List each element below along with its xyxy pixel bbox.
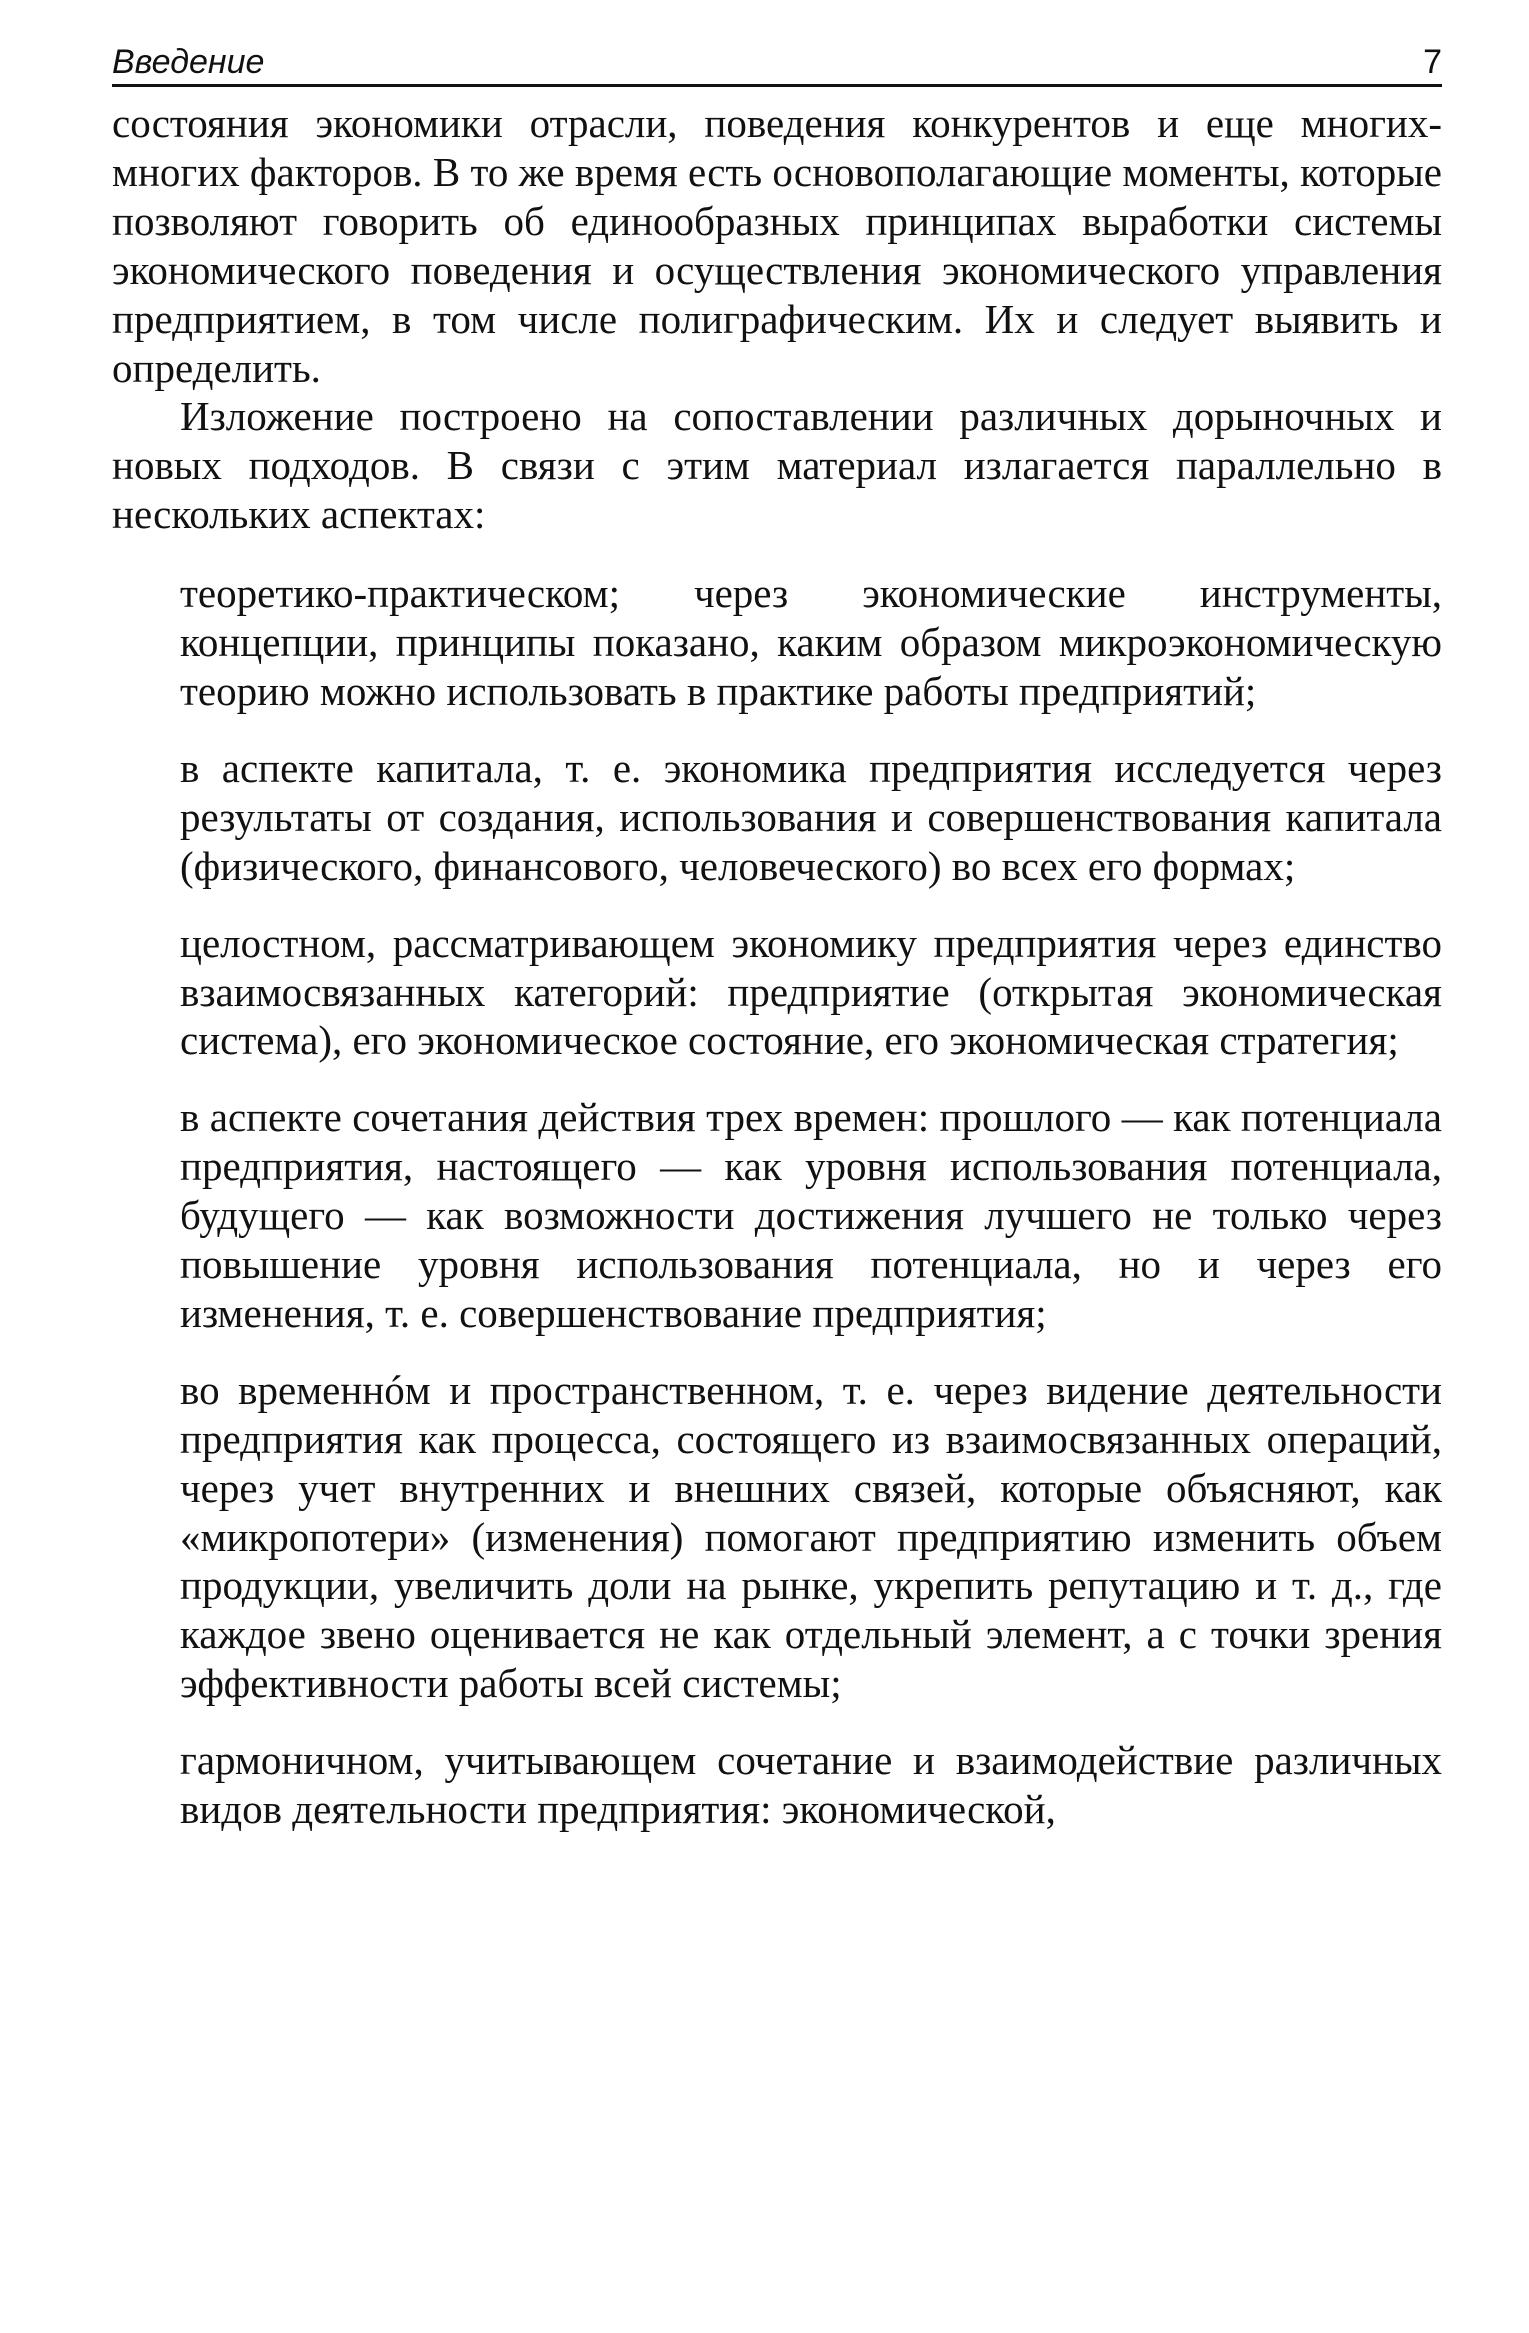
section-title: Введение xyxy=(112,43,265,81)
running-header xyxy=(112,36,1442,87)
aspect-item-theoretical-practical: теоретико-практическом; через экономические инструменты, концепции, принципы показано, каким образом микроэкономическую теорию можно использовать в практике работы предприятий; xyxy=(180,570,1442,714)
aspect-item-holistic: целостном, рассматривающем экономику предприятия через единство взаимосвязанных категорий: предприятие (открытая экономическая система), его экономическое состояние, его экономическая стратегия; xyxy=(180,919,1442,1064)
aspect-item-harmonious: гармоничном, учитывающем сочетание и взаимодействие различных видов деятельности предприятия: экономической, xyxy=(180,1737,1442,1833)
body-text xyxy=(112,99,1442,1834)
book-page xyxy=(112,36,1442,1862)
aspects-list xyxy=(112,569,1442,1834)
aspect-item-three-times: в аспекте сочетания действия трех времен: прошлого — как потенциала предприятия, настоящего — как уровня использования потенциала, будущего — как возможности достижения лучшего не только через повышение уровня использования потенциала, но и через его изменения, т. е. совершенствование предприятия; xyxy=(180,1094,1442,1336)
aspect-item-capital: в аспекте капитала, т. е. экономика предприятия исследуется через результаты от создания, использования и совершенствования капитала (физического, финансового, человеческого) во всех его формах; xyxy=(180,744,1442,889)
page-number: 7 xyxy=(1423,43,1442,81)
paragraph-intro-aspects: Изложение построено на сопоставлении различных дорыночных и новых подходов. В связи с этим материал излагается параллельно в нескольких аспектах: xyxy=(112,393,1442,538)
paragraph-continuation: состояния экономики отрасли, поведения конкурентов и еще многих-многих факторов. В то же время есть основополагающие моменты, которые позволяют говорить об единообразных принципах выработки системы экономического поведения и осуществления экономического управления предприятием, в том числе полиграфическим. Их и следует выявить и определить. xyxy=(112,100,1442,391)
aspect-item-temporal-spatial: во временнóм и пространственном, т. е. через видение деятельности предприятия как процесса, состоящего из взаимосвязанных операций, через учет внутренних и внешних связей, которые объясняют, как «микропотери» (изменения) помогают предприятию изменить объем продукции, увеличить доли на рынке, укрепить репутацию и т. д., где каждое звено оценивается не как отдельный элемент, а с точки зрения эффективности работы всей системы; xyxy=(180,1366,1442,1707)
